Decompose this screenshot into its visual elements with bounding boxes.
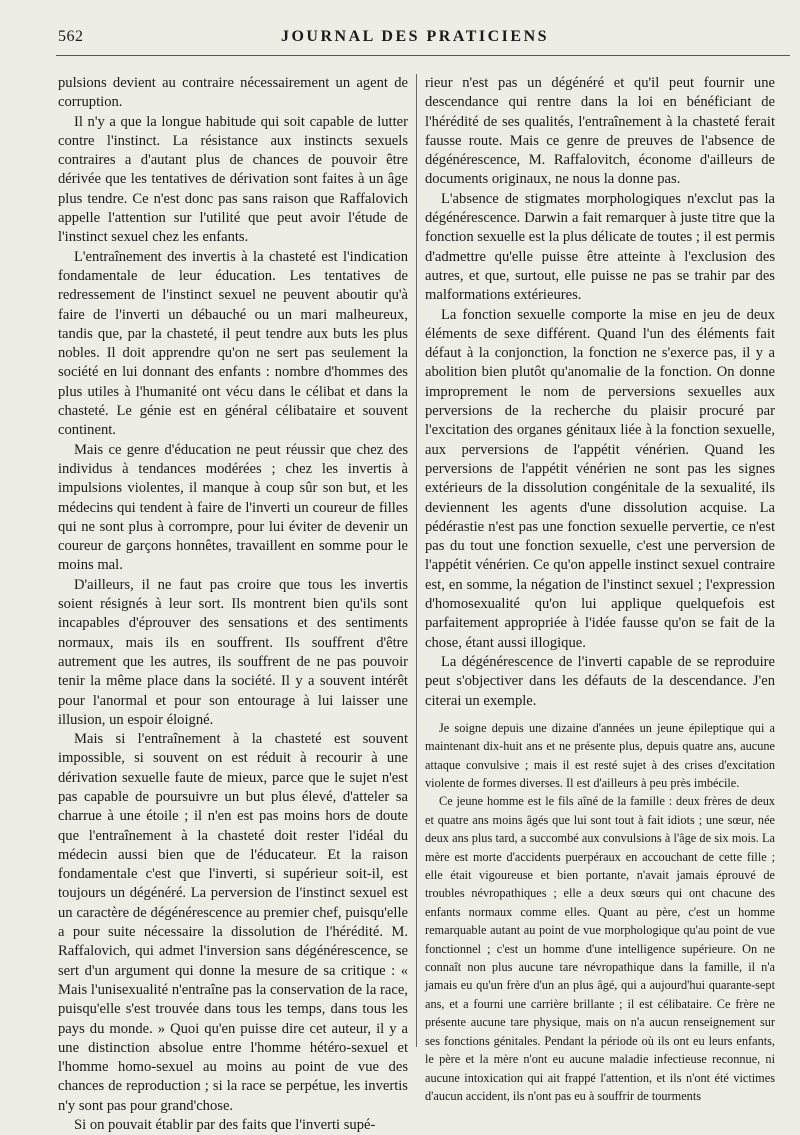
- paragraph: L'absence de stigmates morphologiques n'exclut pas la dégénérescence. Darwin a fait remarquer à juste titre que la fonction sexuelle est la plus délicate de toutes ; il est permis d'admettre qu'elle puisse être atteinte à l'exclusion des autres, et que, surtout, elle puisse ne pas se trahir par des malformations extérieures.: [425, 190, 775, 304]
- left-column: [58, 74, 408, 1134]
- paragraph: rieur n'est pas un dégénéré et qu'il peut fournir une descendance qui rentre dans la loi en bénéficiant de l'hérédité de ses qualités, l'entraînement à la chasteté ferait fausse route. Mais ce genre de preuves de l'absence de dégénérescence, M. Raffalovitch, économe d'ailleurs de documents originaux, ne nous la donne pas.: [425, 75, 775, 188]
- right-column: [425, 74, 775, 1103]
- case-paragraph: Ce jeune homme est le fils aîné de la famille : deux frères de deux et quatre ans moins âgés que lui sont tout à fait idiots ; une sœur, née deux ans plus tard, a succombé aux convulsions à l'âge de six mois. La mère est morte d'accidents puerpéraux en accouchant de cette fille ; elle était vigoureuse et bien portante, n'avait jamais éprouvé de troubles névropathiques ; elle a deux sœurs qui ont chacune des enfants normaux comme elles. Quant au père, c'est un homme remarquable autant au point de vue morphologique qu'au point de vue fonctionnel ; c'est un homme d'une intelligence supérieure. On ne connaît non plus aucune tare névropathique dans la famille, il n'a jamais eu qu'un frère d'un an plus âgé, qui a aujourd'hui quarante-sept ans, et a fourni une carrière brillante ; il est célibataire. Ce frère ne présente aucune tare physique, mais on n'a aucun renseignement sur ses fonctions génitales. Pendant la période où ils ont eu leurs enfants, le père et la mère n'ont eu aucune maladie infectieuse reconnue, ni aucune intoxication qui ait frappé l'attention, et ils n'ont été victimes d'aucun accident, ils n'ont pas eu à souffrir de tourments: [425, 794, 775, 1103]
- paragraph: Il n'y a que la longue habitude qui soit capable de lutter contre l'instinct. La résistance aux instincts sexuels contraires a d'autant plus de chances de pouvoir être dérivée que les tentatives de dérivation sont faites à un âge plus tendre. Ce n'est donc pas sans raison que Raffalovich appelle l'attention sur l'utilité que peut avoir l'étude de l'instinct sexuel chez les enfants.: [58, 113, 408, 246]
- column-divider: [416, 74, 417, 1047]
- paragraph: Si on pouvait établir par des faits que l'inverti supé-: [74, 1117, 376, 1134]
- page-number: 562: [58, 28, 84, 45]
- header-rule: [56, 55, 790, 56]
- paragraph: L'entraînement des invertis à la chasteté est l'indication fondamentale de leur éducation. Les tentatives de redressement de l'instinct sexuel ne peuvent aboutir qu'à faire de l'inverti un débauché ou un mari malheureux, tandis que, par la chasteté, il peut tendre aux buts les plus nobles. Il doit apprendre qu'on ne sert pas seulement la société en lui donnant des enfants : nombre d'hommes des plus utiles à l'humanité ont vécu dans le célibat et dans la chasteté. Le génie est en général célibataire et souvent continent.: [58, 248, 408, 439]
- paragraph: Mais ce genre d'éducation ne peut réussir que chez des individus à tendances modérées ; chez les invertis à impulsions violentes, il manque à coup sûr son but, et les médecins qui tendent à faire de l'inverti un coureur de filles qui ne sont plus à corrompre, pour lui éviter de devenir un coureur de garçons honnêtes, travaillent en somme pour le moins mal.: [58, 441, 408, 574]
- paragraph: La dégénérescence de l'inverti capable de se reproduire peut s'objectiver dans les défauts de la descendance. J'en citerai un exemple.: [425, 653, 775, 709]
- case-paragraph: Je soigne depuis une dizaine d'années un jeune épileptique qui a maintenant dix-huit ans et ne présente plus, depuis quatre ans, aucune attaque convulsive ; mais il est resté sujet à des crises d'excitation violente de formes diverses. Il est d'ailleurs à peu près imbécile.: [425, 720, 775, 791]
- paragraph: La fonction sexuelle comporte la mise en jeu de deux éléments de sexe différent. Quand l'un des éléments fait défaut à la conjonction, la fonction ne s'exerce pas, il y a abolition bien plutôt qu'anomalie de la fonction. On donne improprement le nom de perversions sexuelles aux perversions de la recherche du plaisir procuré par l'excitation des organes génitaux liée à la fonction sexuelle, aux perversions de l'appétit vénérien. Quand les perversions de l'appétit vénérien ne sont pas les signes extérieurs de la dissolution congénitale de la sexualité, ils deviennent les agents d'une dissolution acquise. La pédérastie n'est pas une fonction sexuelle pervertie, ce n'est pas du tout une fonction sexuelle, c'est une perversion de l'appétit vénérien. Ce qu'on appelle instinct sexuel contraire est, en somme, la négation de l'instinct sexuel ; l'expression d'homosexualité qu'on lui applique quelquefois est parfaitement appropriée à l'idée fausse qu'on se fait de la chose, étant aussi illogique.: [425, 306, 775, 651]
- paragraph: D'ailleurs, il ne faut pas croire que tous les invertis soient résignés à leur sort. Ils montrent bien qu'ils sont incapables d'éprouver des sensations et des sentiments normaux, mais ils en souffrent. Ils souffrent d'être autrement que les autres, ils souffrent de ne pas pouvoir tenir la même place dans la société. Il y a souvent intérêt pour l'anormal et pour son entourage à lui laisser une illusion, un espoir éloigné.: [58, 576, 408, 728]
- running-header: [58, 28, 772, 52]
- journal-title: JOURNAL DES PRATICIENS: [280, 28, 550, 45]
- case-report: [425, 719, 775, 1106]
- paragraph: pulsions devient au contraire nécessairement un agent de corruption.: [58, 75, 408, 111]
- paragraph: Mais si l'entraînement à la chasteté est souvent impossible, si souvent on est réduit à recourir à une dérivation sexuelle faute de mieux, parce que le sujet n'est pas capable de poursuivre un but plus élevé, d'atteler sa charrue à une étoile ; il n'en est pas moins hors de doute que l'entraînement à la chasteté doit rester l'idéal du médecin aussi bien que de l'éducateur. Et la raison fondamentale c'est que l'inverti, si supérieur soit-il, est toujours un dégénéré. La perversion de l'instinct sexuel est un caractère de dégénérescence au premier chef, puisqu'elle a pour suite nécessaire la dissolution de l'hérédité. M. Raffalovich, qui admet l'inversion sans dégénérescence, se sert d'un argument qui donne la mesure de sa critique : « Mais l'unisexualité n'entraîne pas la conservation de la race, puisqu'elle s'est trouvée dans tous les temps, dans tous les pays du monde. » Quoi qu'en puisse dire cet auteur, il y a une distinction absolue entre l'homme hétéro-sexuel et l'homme homo-sexuel au moins au point de vue des chances de reproduction ; si la race se perpétue, les invertis n'y sont pas pour grand'chose.: [58, 731, 408, 1114]
